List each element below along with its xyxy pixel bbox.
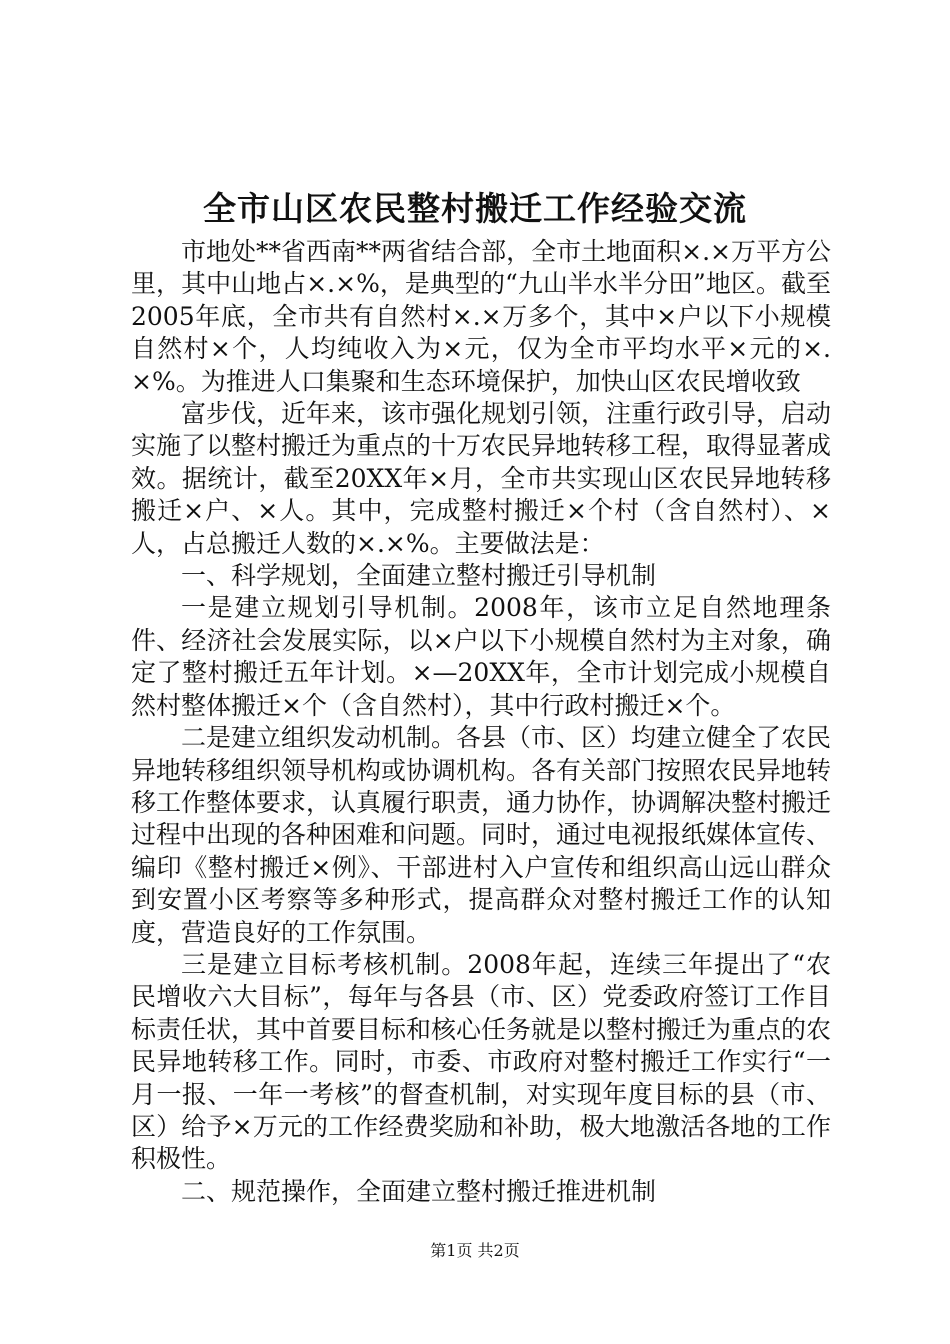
paragraph: 一是建立规划引导机制。2008年，该市立足自然地理条件、经济社会发展实际，以×户以下小规模自然村为主对象，确定了整村搬迁五年计划。×—20XX年，全市计划完成小规模自然村整体搬迁×个（含自然村），其中行政村搬迁×个。 — [131, 593, 831, 720]
page-number-footer: 第1页 共2页 — [430, 1241, 520, 1260]
paragraph: 市地处**省西南**两省结合部，全市土地面积×.×万平方公里，其中山地占×.×%，是典型的“九山半水半分田”地区。截至2005年底，全市共有自然村×.×万多个，其中×户以下小规模自然村×个，人均纯收入为×元，仅为全市平均水平×元的×.×%。为推进人口集聚和生态环境保护，加快山区农民增收致 — [131, 237, 831, 396]
paragraph: 富步伐，近年来，该市强化规划引领，注重行政引导，启动实施了以整村搬迁为重点的十万农民异地转移工程，取得显著成效。据统计，截至20XX年×月，全市共实现山区农民异地转移搬迁×户、×人。其中，完成整村搬迁×个村（含自然村）、×人，占总搬迁人数的×.×%。主要做法是： — [131, 399, 832, 558]
section-heading: 一、科学规划，全面建立整村搬迁引导机制 — [181, 561, 657, 591]
paragraph: 二是建立组织发动机制。各县（市、区）均建立健全了农民异地转移组织领导机构或协调机构。各有关部门按照农民异地转移工作整体要求，认真履行职责，通力协作，协调解决整村搬迁过程中出现的各种困难和问题。同时，通过电视报纸媒体宣传、编印《整村搬迁×例》、干部进村入户宣传和组织高山远山群众到安置小区考察等多种形式，提高群众对整村搬迁工作的认知度，营造良好的工作氛围。 — [131, 723, 832, 947]
section-heading: 二、规范操作，全面建立整村搬迁推进机制 — [181, 1176, 657, 1206]
document-body — [131, 236, 831, 1208]
paragraph: 三是建立目标考核机制。2008年起，连续三年提出了“农民增收六大目标”，每年与各县（市、区）党委政府签订工作目标责任状，其中首要目标和核心任务就是以整村搬迁为重点的农民异地转移工作。同时，市委、市政府对整村搬迁工作实行“一月一报、一年一考核”的督查机制，对实现年度目标的县（市、区）给予×万元的工作经费奖励和补助，极大地激活各地的工作积极性。 — [131, 949, 832, 1174]
document-title: 全市山区农民整村搬迁工作经验交流 — [203, 189, 747, 228]
